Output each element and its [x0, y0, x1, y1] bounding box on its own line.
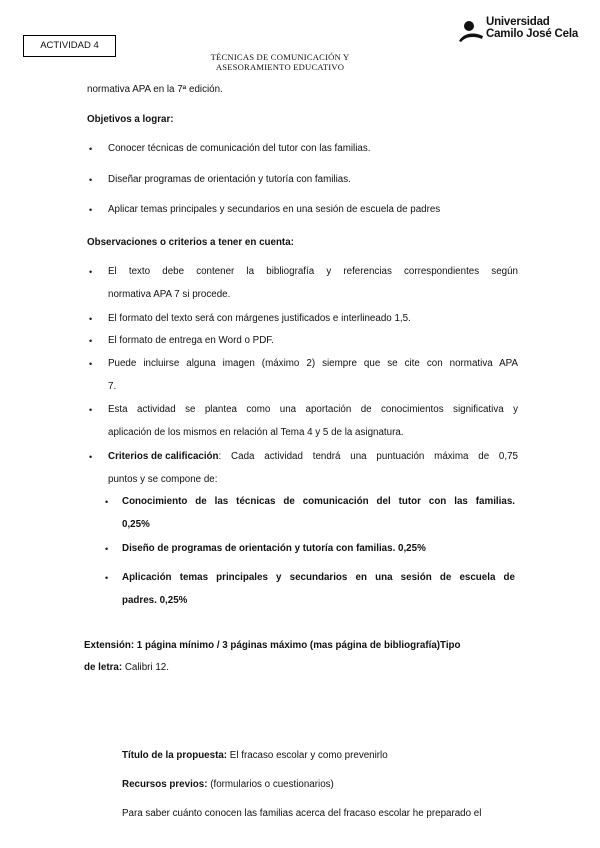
observation-item: El formato de entrega en Word o PDF. — [108, 335, 274, 346]
criterion-item-line: Aplicación temas principales y secundarios en una sesión de escuela de — [122, 572, 515, 583]
grading-criteria-line: puntos y se compone de: — [108, 474, 218, 485]
grading-criteria-label: Criterios de calificación — [108, 451, 219, 462]
university-logo-icon — [458, 17, 484, 43]
criterion-item-line: Conocimiento de las técnicas de comunicación del tutor con las familias. — [122, 496, 515, 507]
document-title-line2: ASESORAMIENTO EDUCATIVO — [215, 62, 345, 72]
sub-bullet-icon: • — [105, 573, 109, 583]
extension-line: Extensión: 1 página mínimo / 3 páginas máximo (mas página de bibliografía)Tipo — [84, 640, 461, 651]
bullet-icon: • — [89, 452, 93, 462]
sub-bullet-icon: • — [105, 544, 109, 554]
font-value: Calibri 12. — [122, 662, 169, 673]
observation-item-line: Esta actividad se plantea como una aportación de conocimientos significativa y — [108, 404, 518, 415]
objective-item: Conocer técnicas de comunicación del tutor con las familias. — [108, 143, 371, 154]
bullet-icon: • — [89, 314, 93, 324]
criterion-item-line: padres. 0,25% — [122, 595, 188, 606]
proposal-final-line: Para saber cuánto conocen las familias acerca del fracaso escolar he preparado el — [122, 808, 482, 819]
objective-item: Aplicar temas principales y secundarios en una sesión de escuela de padres — [108, 204, 441, 215]
resources-line — [122, 779, 334, 791]
observation-item-line: aplicación de los mismos en relación al Tema 4 y 5 de la asignatura. — [108, 427, 404, 438]
document-title-line1: TÉCNICAS DE COMUNICACIÓN Y — [210, 52, 350, 62]
activity-label-box: ACTIVIDAD 4 — [23, 35, 116, 57]
document-title — [150, 52, 410, 72]
grading-criteria-line — [108, 451, 518, 463]
objectives-heading: Objetivos a lograr: — [87, 114, 174, 125]
intro-line: normativa APA en la 7ª edición. — [87, 84, 223, 95]
bullet-icon: • — [89, 267, 93, 277]
font-label: de letra: — [84, 662, 123, 673]
bullet-icon: • — [89, 205, 93, 215]
bullet-icon: • — [89, 175, 93, 185]
criterion-item-line: 0,25% — [122, 519, 150, 530]
university-name-line2: Camilo José Cela — [486, 27, 579, 40]
criterion-item: Diseño de programas de orientación y tutoría con familias. 0,25% — [122, 543, 426, 554]
resources-label: Recursos previos: — [122, 779, 208, 790]
university-name-line1: Universidad — [486, 16, 550, 28]
bullet-icon: • — [89, 405, 93, 415]
bullet-icon: • — [89, 336, 93, 346]
objective-item: Diseñar programas de orientación y tutoría con familias. — [108, 174, 351, 185]
observation-item-line: El texto debe contener la bibliografía y referencias correspondientes según — [108, 266, 518, 277]
sub-bullet-icon: • — [105, 497, 109, 507]
observation-item-line: Puede incluirse alguna imagen (máximo 2) siempre que se cite con normativa APA — [108, 358, 518, 369]
observations-heading: Observaciones o criterios a tener en cuenta: — [87, 237, 294, 248]
proposal-title-label: Título de la propuesta: — [122, 750, 228, 761]
font-line — [84, 662, 169, 674]
university-logo — [458, 17, 588, 43]
proposal-title-value: El fracaso escolar y como prevenirlo — [227, 750, 388, 761]
observation-item-line: normativa APA 7 si procede. — [108, 289, 231, 300]
observation-item-line: 7. — [108, 381, 117, 392]
bullet-icon: • — [89, 359, 93, 369]
proposal-title-line — [122, 750, 388, 762]
observation-item: El formato del texto será con márgenes justificados e interlineado 1,5. — [108, 313, 411, 324]
bullet-icon: • — [89, 144, 93, 154]
university-name — [486, 17, 578, 40]
grading-criteria-text: : Cada actividad tendrá una puntuación máxima de 0,75 — [218, 451, 518, 462]
resources-value: (formularios o cuestionarios) — [207, 779, 334, 790]
